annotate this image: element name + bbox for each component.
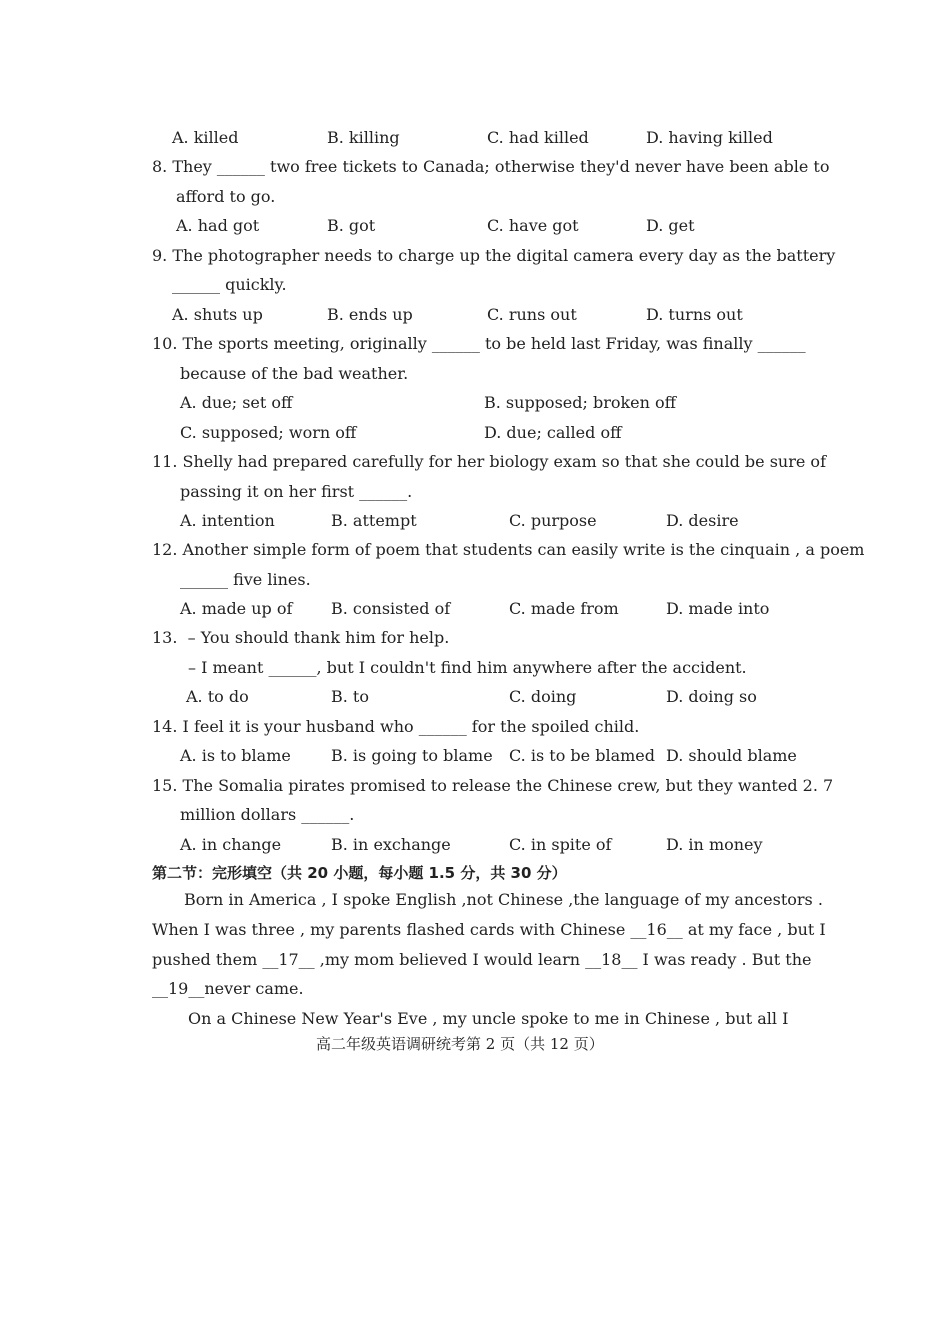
q14-option-a: A. is to blame: [180, 746, 291, 765]
q11-stem-line1: 11. Shelly had prepared carefully for her biology exam so that she could be sure of: [152, 452, 826, 471]
q12-option-a: A. made up of: [180, 599, 293, 618]
q15-stem-line2: million dollars ______.: [180, 805, 355, 824]
q13-option-b: B. to: [331, 687, 369, 706]
q9-option-a: A. shuts up: [172, 305, 263, 324]
q8-stem-line1: 8. They ______ two free tickets to Canada; otherwise they'd never have been able to: [152, 157, 830, 176]
q8-option-d: D. get: [646, 216, 695, 235]
q13-stem-line1: 13. – You should thank him for help.: [152, 628, 450, 647]
q13-stem-line2: – I meant ______, but I couldn't find him anywhere after the accident.: [188, 658, 747, 677]
q11-stem-line2: passing it on her first ______.: [180, 482, 413, 501]
section-title: 第二节：完形填空（共 20 小题，每小题 1.5 分，共 30 分）: [152, 864, 567, 882]
q9-option-b: B. ends up: [327, 305, 413, 324]
q9-option-c: C. runs out: [487, 305, 577, 324]
q11-option-b: B. attempt: [331, 511, 417, 530]
q10-option-a: A. due; set off: [180, 393, 293, 412]
q13-option-c: C. doing: [509, 687, 577, 706]
q7-option-b: B. killing: [327, 128, 400, 147]
passage-line-5: On a Chinese New Year's Eve , my uncle spoke to me in Chinese , but all I: [188, 1009, 789, 1028]
q10-option-d: D. due; called off: [484, 423, 622, 442]
passage-line-2: When I was three , my parents flashed cards with Chinese __16__ at my face , but I: [152, 920, 826, 939]
passage-line-1: Born in America , I spoke English ,not Chinese ,the language of my ancestors .: [184, 890, 823, 909]
q12-stem-line2: ______ five lines.: [180, 570, 311, 589]
q8-option-a: A. had got: [176, 216, 260, 235]
q7-option-c: C. had killed: [487, 128, 589, 147]
q8-option-c: C. have got: [487, 216, 579, 235]
q11-option-d: D. desire: [666, 511, 739, 530]
q10-option-b: B. supposed; broken off: [484, 393, 677, 412]
q8-stem-line2: afford to go.: [176, 187, 276, 206]
passage-line-3: pushed them __17__ ,my mom believed I would learn __18__ I was ready . But the: [152, 950, 812, 969]
q9-stem-line1: 9. The photographer needs to charge up the digital camera every day as the battery: [152, 246, 836, 265]
q15-option-c: C. in spite of: [509, 835, 612, 854]
q14-option-d: D. should blame: [666, 746, 797, 765]
q15-option-a: A. in change: [180, 835, 282, 854]
q10-stem-line1: 10. The sports meeting, originally ______ to be held last Friday, was finally ______: [152, 334, 806, 353]
q9-option-d: D. turns out: [646, 305, 743, 324]
page-footer: 高二年级英语调研统考第 2 页（共 12 页）: [316, 1035, 604, 1053]
q12-option-c: C. made from: [509, 599, 619, 618]
q14-option-c: C. is to be blamed: [509, 746, 655, 765]
q14-option-b: B. is going to blame: [331, 746, 493, 765]
q8-option-b: B. got: [327, 216, 376, 235]
q15-stem-line1: 15. The Somalia pirates promised to release the Chinese crew, but they wanted 2. 7: [152, 776, 834, 795]
q11-option-a: A. intention: [180, 511, 275, 530]
q12-option-b: B. consisted of: [331, 599, 451, 618]
q7-option-d: D. having killed: [646, 128, 773, 147]
q15-option-b: B. in exchange: [331, 835, 451, 854]
q10-stem-line2: because of the bad weather.: [180, 364, 409, 383]
q13-option-a: A. to do: [186, 687, 249, 706]
q14-stem-line1: 14. I feel it is your husband who ______ for the spoiled child.: [152, 717, 640, 736]
q13-option-d: D. doing so: [666, 687, 757, 706]
q10-option-c: C. supposed; worn off: [180, 423, 357, 442]
q7-option-a: A. killed: [172, 128, 239, 147]
q11-option-c: C. purpose: [509, 511, 597, 530]
q15-option-d: D. in money: [666, 835, 763, 854]
passage-line-4: __19__never came.: [152, 979, 304, 998]
q12-stem-line1: 12. Another simple form of poem that students can easily write is the cinquain , a poem: [152, 540, 865, 559]
q12-option-d: D. made into: [666, 599, 770, 618]
q9-stem-line2: ______ quickly.: [172, 275, 287, 294]
